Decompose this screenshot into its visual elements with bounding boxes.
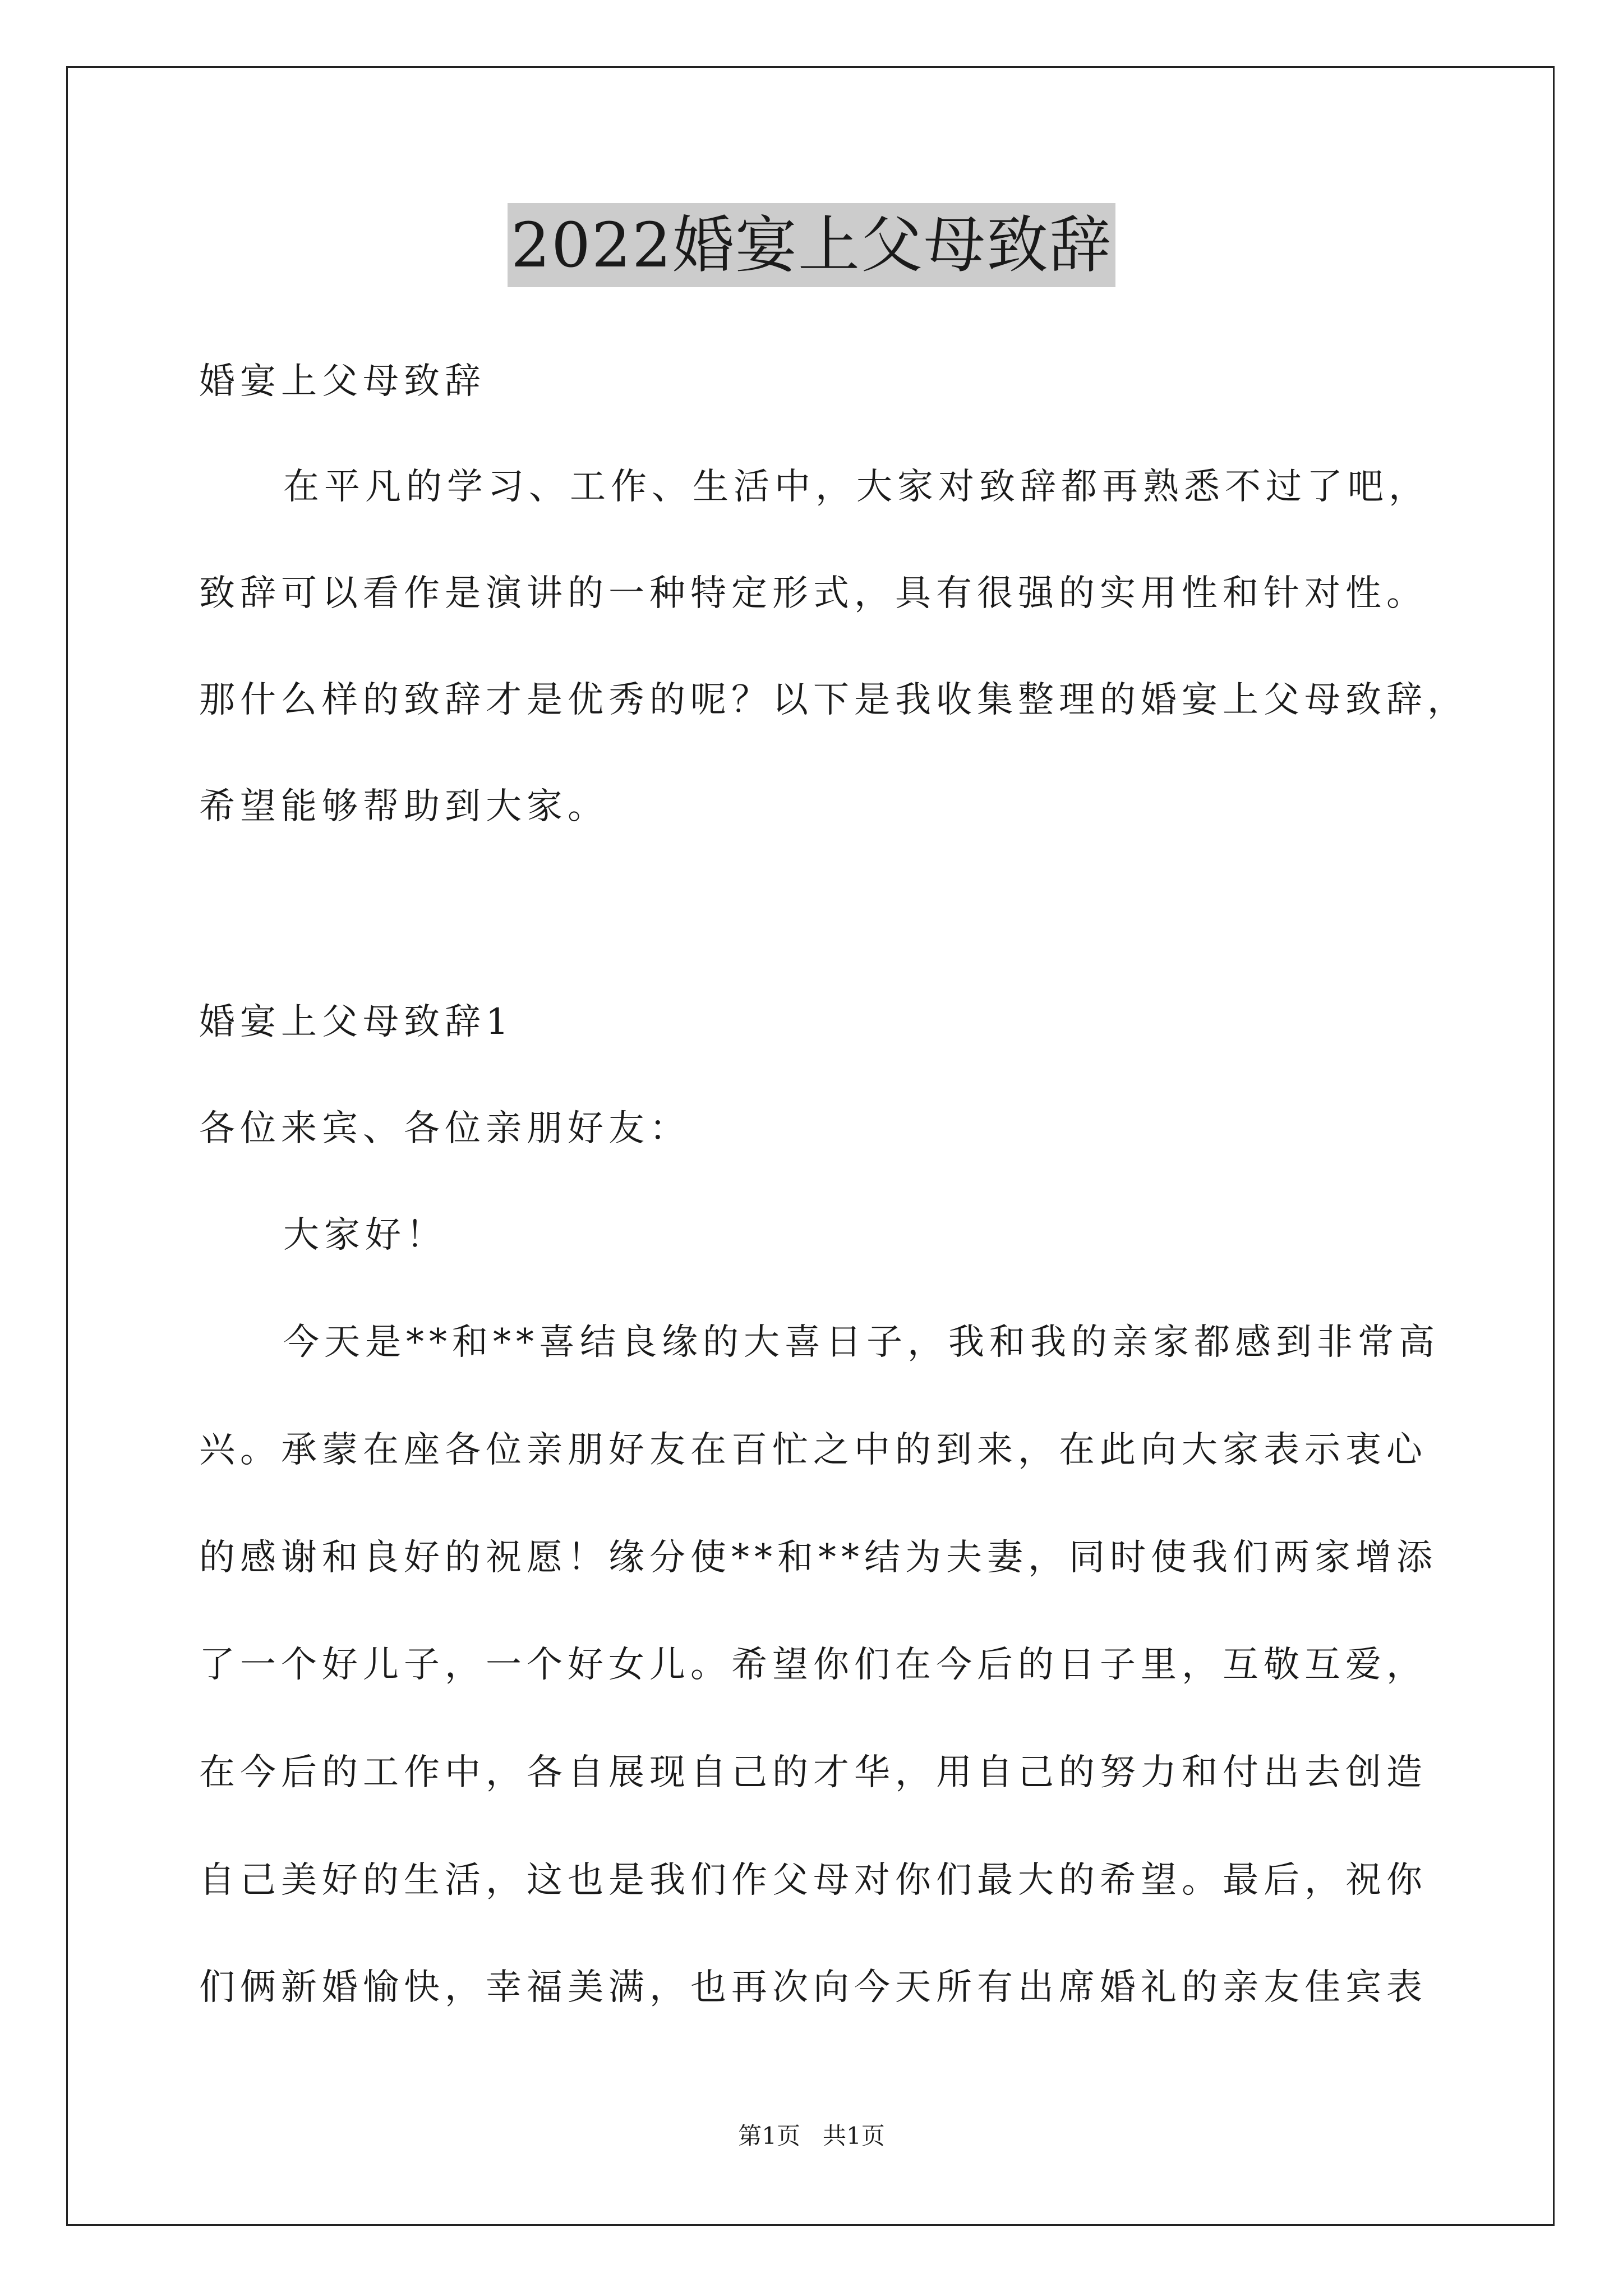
paragraph-line: 今天是**和**喜结良缘的大喜日子，我和我的亲家都感到非常高 [283,1322,1440,1363]
salutation-line: 各位来宾、各位亲朋好友： [199,1108,690,1149]
paragraph-line: 在今后的工作中，各自展现自己的才华，用自己的努力和付出去创造 [199,1752,1427,1793]
paragraph-line: 致辞可以看作是演讲的一种特定形式，具有很强的实用性和针对性。 [199,573,1427,614]
paragraph-line: 的感谢和良好的祝愿！缘分使**和**结为夫妻，同时使我们两家增添 [199,1537,1437,1579]
paragraph-line: 们俩新婚愉快，幸福美满，也再次向今天所有出席婚礼的亲友佳宾表 [199,1967,1427,2008]
paragraph-line: 自己美好的生活，这也是我们作父母对你们最大的希望。最后，祝你 [199,1860,1427,1901]
section-heading: 婚宴上父母致辞1 [199,1001,514,1043]
greeting-line: 大家好！ [283,1214,447,1256]
document-subtitle: 婚宴上父母致辞 [199,361,486,402]
paragraph-line: 那什么样的致辞才是优秀的呢？以下是我收集整理的婚宴上父母致辞， [199,679,1468,721]
paragraph-line: 在平凡的学习、工作、生活中，大家对致辞都再熟悉不过了吧， [283,466,1430,508]
paragraph-line: 希望能够帮助到大家。 [199,786,608,827]
document-title: 2022婚宴上父母致辞 [508,203,1115,287]
title-container [0,203,1623,287]
paragraph-line: 了一个好儿子，一个好女儿。希望你们在今后的日子里，互敬互爱， [199,1644,1427,1686]
paragraph-line: 兴。承蒙在座各位亲朋好友在百忙之中的到来，在此向大家表示衷心 [199,1429,1427,1471]
page-number-footer: 第1页 共1页 [738,2122,885,2150]
